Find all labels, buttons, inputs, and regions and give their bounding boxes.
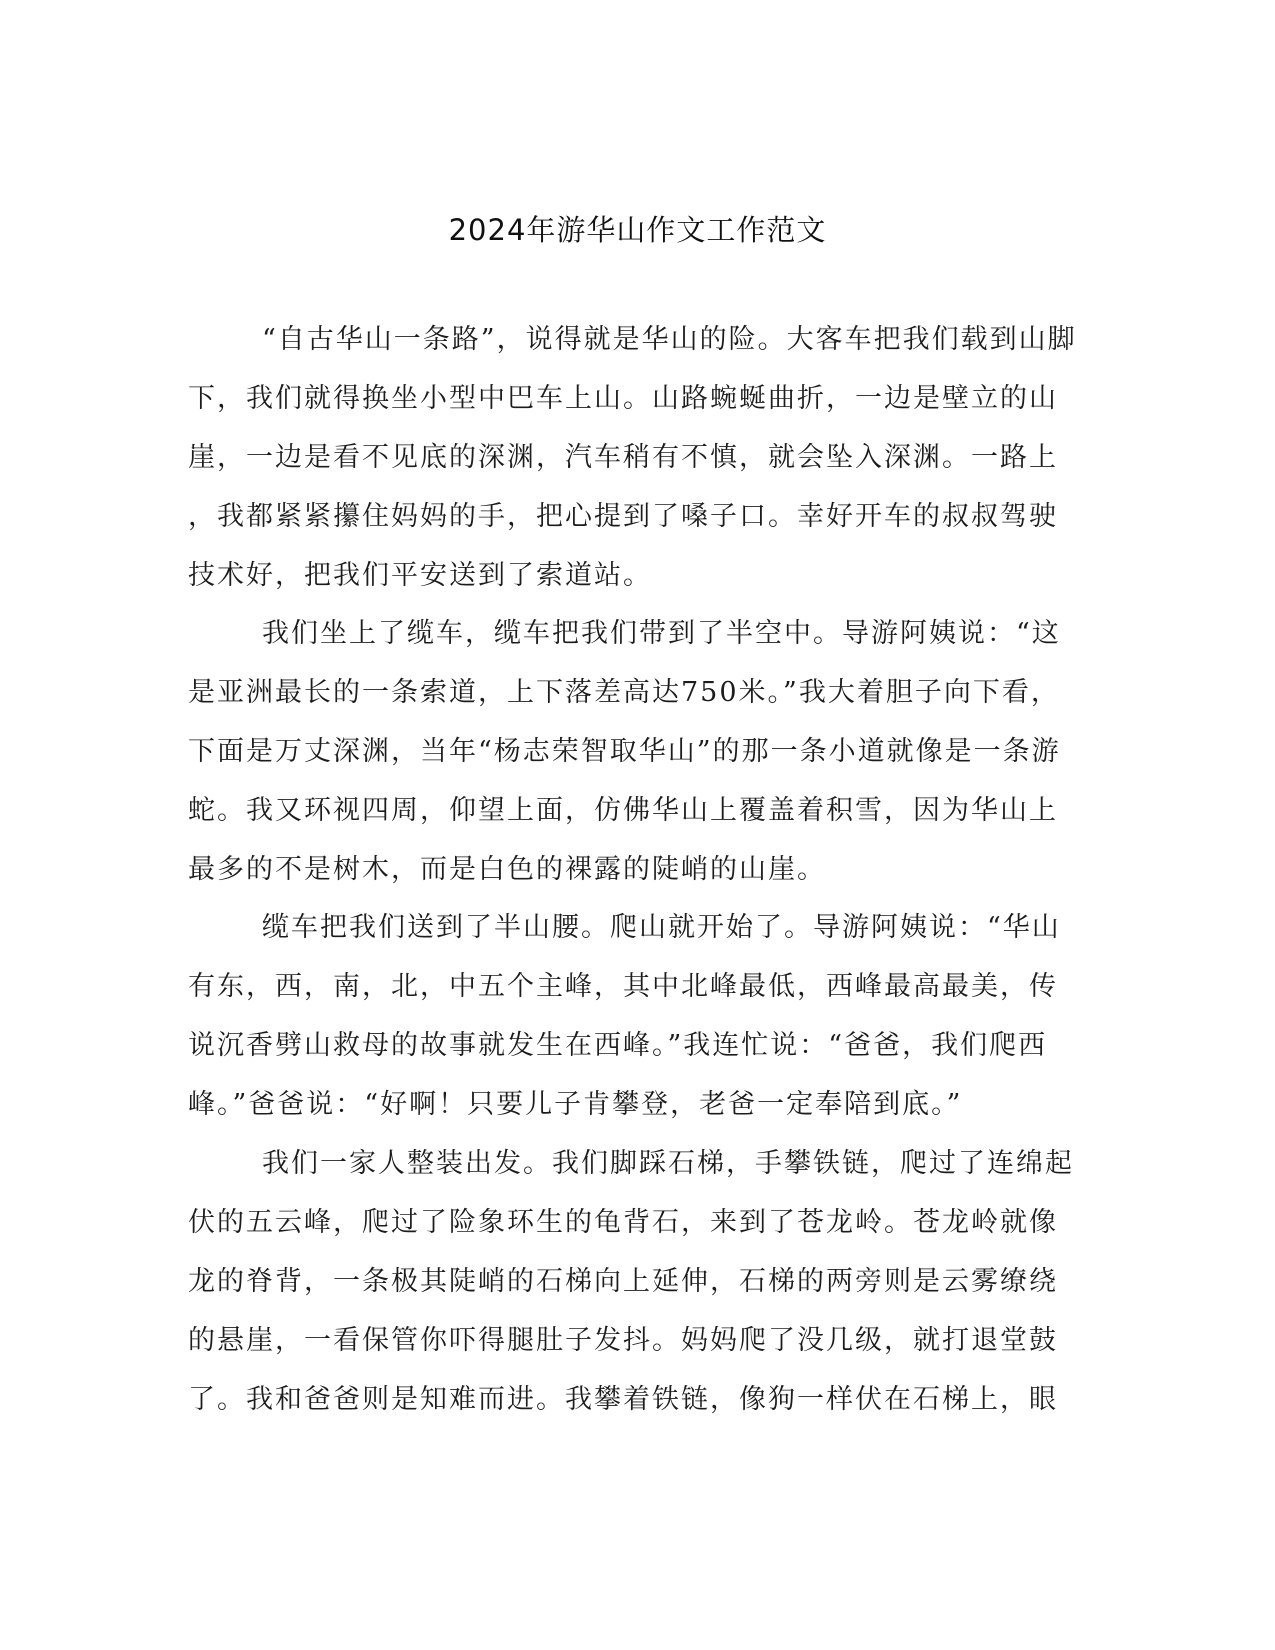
text-line: 最多的不是树木，而是白色的裸露的陡峭的山崖。 [188,854,826,885]
text-line: 龙的脊背，一条极其陡峭的石梯向上延伸，石梯的两旁则是云雾缭绕 [188,1266,1058,1297]
text-line: 我们一家人整装出发。我们脚踩石梯，手攀铁链，爬过了连绵起 [262,1148,1074,1179]
text-line: 下面是万丈深渊，当年“杨志荣智取华山”的那一条小道就像是一条游 [188,736,1061,767]
text-line: 蛇。我又环视四周，仰望上面，仿佛华山上覆盖着积雪，因为华山上 [188,795,1058,826]
text-line: 我们坐上了缆车，缆车把我们带到了半空中。导游阿姨说：“这 [262,618,1061,649]
text-line: 是亚洲最长的一条索道，上下落差高达750米。”我大着胆子向下看， [188,677,1060,708]
text-line: 峰。”爸爸说：“好啊！只要儿子肯攀登，老爸一定奉陪到底。” [188,1089,963,1120]
document-title: 2024年游华山作文工作范文 [448,213,827,247]
text-line: 了。我和爸爸则是知难而进。我攀着铁链，像狗一样伏在石梯上，眼 [188,1384,1058,1415]
text-line: 有东，西，南，北，中五个主峰，其中北峰最低，西峰最高最美，传 [188,971,1058,1002]
text-line: ，我都紧紧攥住妈妈的手，把心提到了嗓子口。幸好开车的叔叔驾驶 [188,501,1058,532]
text-line: 崖，一边是看不见底的深渊，汽车稍有不慎，就会坠入深渊。一路上 [188,442,1058,473]
text-line: 说沉香劈山救母的故事就发生在西峰。”我连忙说：“爸爸，我们爬西 [188,1030,1048,1061]
text-line: 技术好，把我们平安送到了索道站。 [188,560,652,591]
text-line: 伏的五云峰，爬过了险象环生的龟背石，来到了苍龙岭。苍龙岭就像 [188,1207,1058,1238]
text-line: 缆车把我们送到了半山腰。爬山就开始了。导游阿姨说：“华山 [262,912,1061,943]
text-line: 下，我们就得换坐小型中巴车上山。山路蜿蜒曲折，一边是壁立的山 [188,383,1058,414]
text-line: 的悬崖，一看保管你吓得腿肚子发抖。妈妈爬了没几级，就打退堂鼓 [188,1325,1058,1356]
text-line: “自古华山一条路”，说得就是华山的险。大客车把我们载到山脚 [262,324,1077,355]
